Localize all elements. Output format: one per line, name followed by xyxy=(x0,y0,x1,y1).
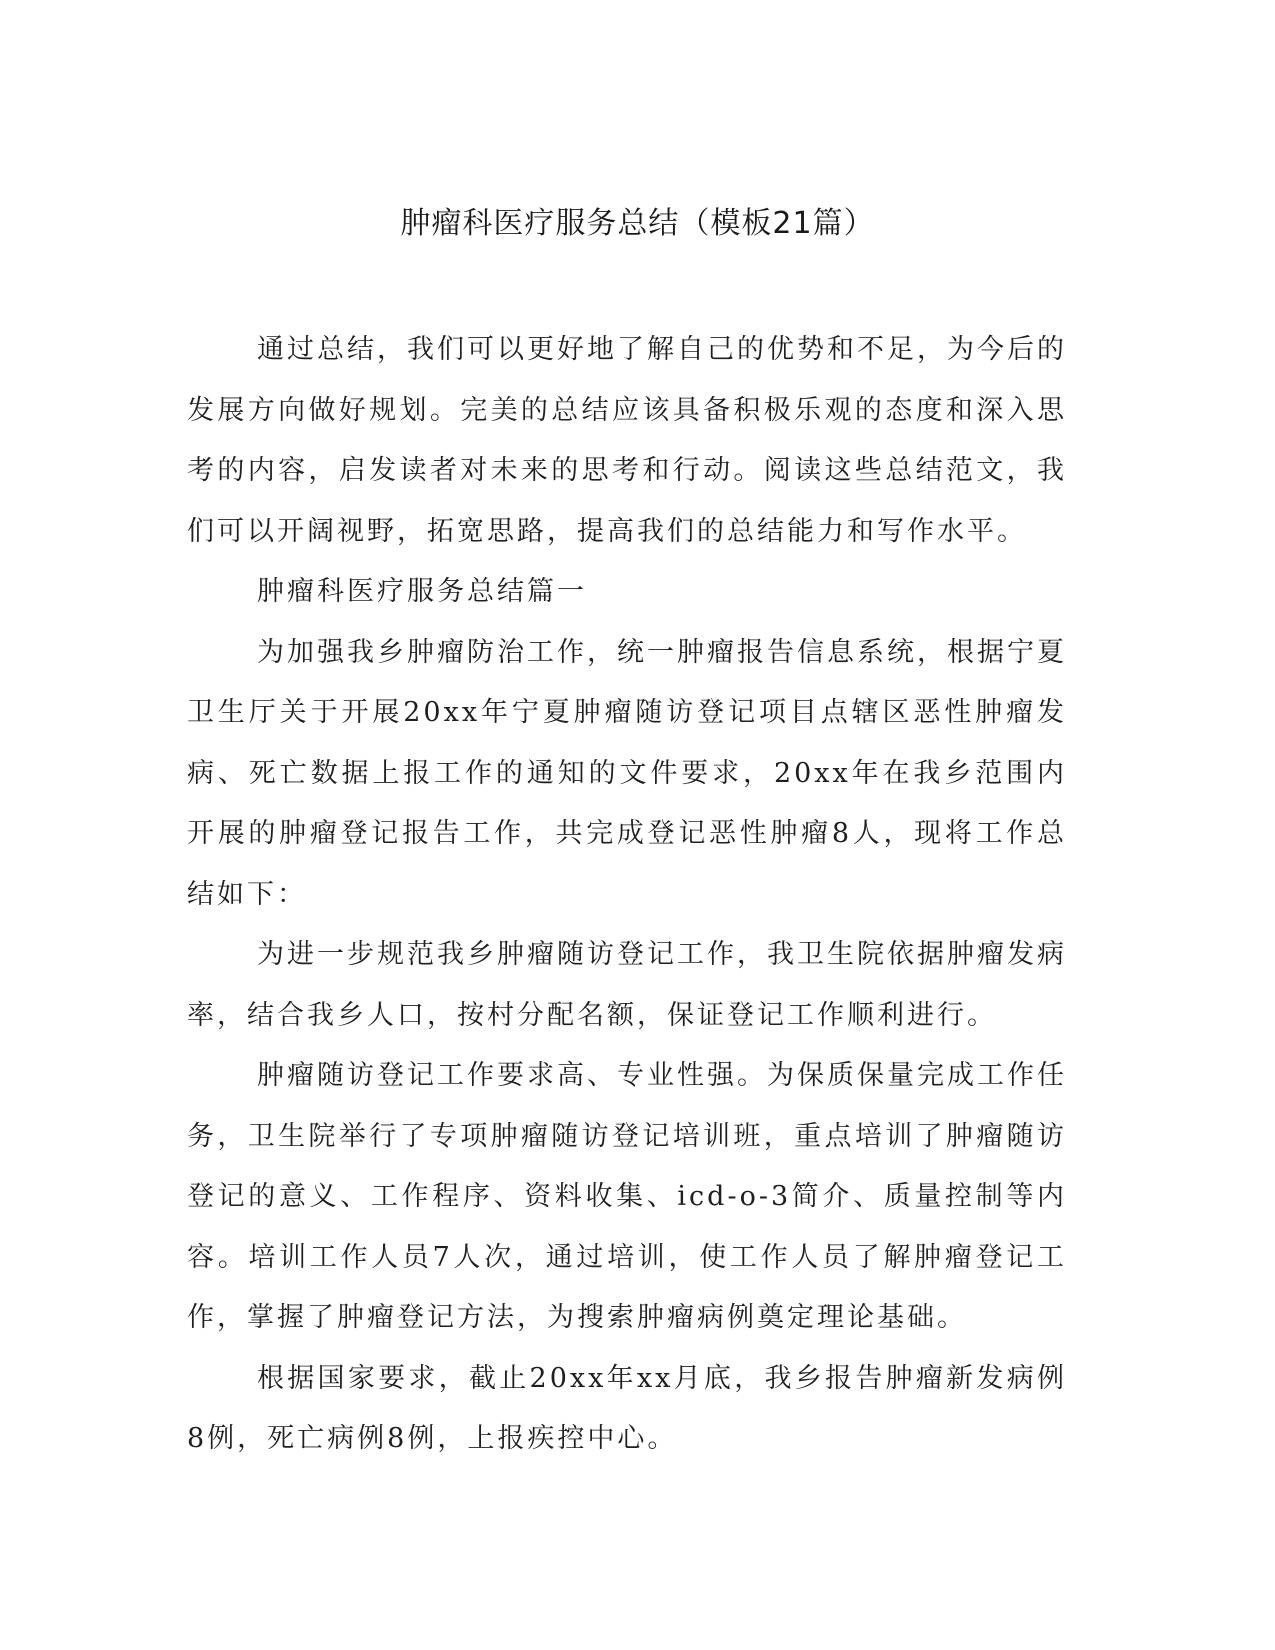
body-paragraph: 为进一步规范我乡肿瘤随访登记工作，我卫生院依据肿瘤发病率，结合我乡人口，按村分配名额，保证登记工作顺利进行。 xyxy=(187,939,1067,1031)
document-title: 肿瘤科医疗服务总结（模板21篇） xyxy=(400,206,875,241)
section-heading: 肿瘤科医疗服务总结篇一 xyxy=(257,576,587,607)
document-body xyxy=(187,320,1067,1470)
body-paragraph: 肿瘤随访登记工作要求高、专业性强。为保质保量完成工作任务，卫生院举行了专项肿瘤随访登记培训班，重点培训了肿瘤随访登记的意义、工作程序、资料收集、icd-o-3简介、质量控制等内容。培训工作人员7人次，通过培训，使工作人员了解肿瘤登记工作，掌握了肿瘤登记方法，为搜索肿瘤病例奠定理论基础。 xyxy=(187,1060,1067,1333)
intro-paragraph: 通过总结，我们可以更好地了解自己的优势和不足，为今后的发展方向做好规划。完美的总结应该具备积极乐观的态度和深入思考的内容，启发读者对未来的思考和行动。阅读这些总结范文，我们可以开阔视野，拓宽思路，提高我们的总结能力和写作水平。 xyxy=(187,334,1067,547)
body-paragraph: 为加强我乡肿瘤防治工作，统一肿瘤报告信息系统，根据宁夏卫生厅关于开展20xx年宁夏肿瘤随访登记项目点辖区恶性肿瘤发病、死亡数据上报工作的通知的文件要求，20xx年在我乡范围内开展的肿瘤登记报告工作，共完成登记恶性肿瘤8人，现将工作总结如下： xyxy=(187,636,1067,910)
body-paragraph: 根据国家要求，截止20xx年xx月底，我乡报告肿瘤新发病例8例，死亡病例8例，上报疾控中心。 xyxy=(187,1362,1067,1454)
